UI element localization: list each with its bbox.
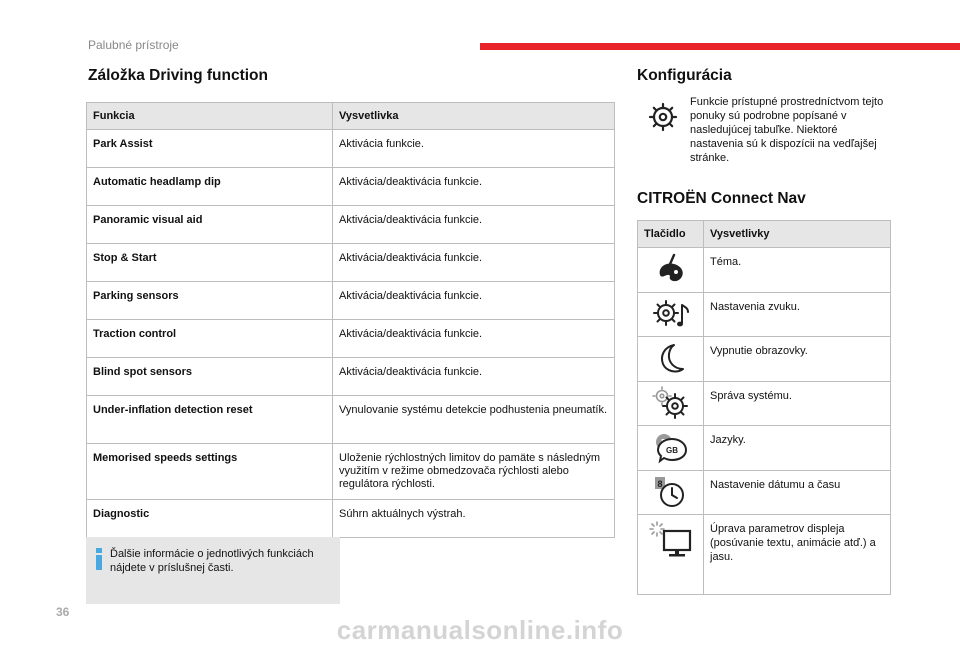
gear-music-note-icon (651, 297, 691, 331)
table-row (87, 320, 615, 358)
table-row (87, 130, 615, 168)
connect-nav-table (637, 220, 891, 595)
watermark: carmanualsonline.info (336, 615, 624, 645)
calendar-day-text: 8 (656, 479, 663, 490)
bubble-text-gb: GB (665, 445, 678, 455)
table-row (638, 470, 891, 515)
configuration-description: Funkcie prístupné prostredníctvom tejto ponuky sú podrobne popísané v nasledujúcej tabuľke. Niektoré nastavenia sú k dispozícii na vedľajšej stránke. (690, 96, 884, 164)
language-bubbles-icon (652, 431, 690, 465)
calendar-clock-icon (653, 475, 689, 509)
nav-description: Úprava parametrov displeja (posúvanie textu, animácie atď.) a jasu. (704, 515, 891, 595)
driving-function-table (86, 102, 615, 538)
icon-cell (638, 470, 704, 515)
nav-description: Nastavenie dátumu a času (704, 470, 891, 515)
function-description: Aktivácia funkcie. (333, 130, 615, 168)
table-row (87, 244, 615, 282)
function-name: Panoramic visual aid (87, 206, 333, 244)
icon-cell (638, 337, 704, 382)
column-header-function: Funkcia (87, 103, 333, 130)
nav-description: Vypnutie obrazovky. (704, 337, 891, 382)
function-description: Aktivácia/deaktivácia funkcie. (333, 244, 615, 282)
double-gear-icon (651, 385, 691, 421)
connect-nav-title: CITROËN Connect Nav (637, 190, 806, 207)
table-header-row (87, 103, 615, 130)
function-description: Vynulovanie systému detekcie podhustenia pneumatík. (333, 396, 615, 444)
function-description: Aktivácia/deaktivácia funkcie. (333, 320, 615, 358)
gear-icon (648, 102, 678, 132)
function-description: Aktivácia/deaktivácia funkcie. (333, 282, 615, 320)
table-row (87, 444, 615, 500)
icon-cell (638, 515, 704, 595)
info-note-text: Ďalšie informácie o jednotlivých funkciách nájdete v príslušnej časti. (110, 548, 314, 574)
function-description: Aktivácia/deaktivácia funkcie. (333, 206, 615, 244)
info-note-box (86, 537, 340, 604)
table-row (638, 248, 891, 293)
icon-cell (638, 381, 704, 426)
table-row (87, 396, 615, 444)
section-label: Palubné prístroje (88, 38, 179, 52)
table-row (638, 426, 891, 471)
table-row (638, 515, 891, 595)
driving-function-title: Záložka Driving function (88, 67, 268, 84)
table-row (87, 282, 615, 320)
nav-description: Téma. (704, 248, 891, 293)
header-accent-bar (480, 43, 960, 50)
table-row (87, 500, 615, 538)
function-description: Aktivácia/deaktivácia funkcie. (333, 358, 615, 396)
table-row (87, 168, 615, 206)
nav-description: Jazyky. (704, 426, 891, 471)
function-name: Automatic headlamp dip (87, 168, 333, 206)
function-description: Aktivácia/deaktivácia funkcie. (333, 168, 615, 206)
icon-cell (638, 426, 704, 471)
column-header-explanation: Vysvetlivka (333, 103, 615, 130)
icon-cell (638, 292, 704, 337)
icon-cell (638, 248, 704, 293)
table-row (638, 292, 891, 337)
function-name: Blind spot sensors (87, 358, 333, 396)
table-row (87, 358, 615, 396)
table-row (87, 206, 615, 244)
function-name: Park Assist (87, 130, 333, 168)
table-row (638, 381, 891, 426)
moon-icon (654, 342, 688, 376)
function-description: Uloženie rýchlostných limitov do pamäte s následným využitím v režime obmedzovača rýchlosti alebo regulátora rýchlosti. (333, 444, 615, 500)
function-name: Traction control (87, 320, 333, 358)
page-number: 36 (56, 605, 70, 619)
nav-description: Nastavenia zvuku. (704, 292, 891, 337)
column-header-explanations: Vysvetlivky (704, 221, 891, 248)
function-name: Stop & Start (87, 244, 333, 282)
function-name: Parking sensors (87, 282, 333, 320)
table-header-row (638, 221, 891, 248)
info-icon (94, 548, 104, 570)
nav-description: Správa systému. (704, 381, 891, 426)
configuration-title: Konfigurácia (637, 67, 732, 84)
monitor-brightness-icon (649, 521, 693, 559)
function-description: Súhrn aktuálnych výstrah. (333, 500, 615, 538)
function-name: Diagnostic (87, 500, 333, 538)
table-row (638, 337, 891, 382)
function-name: Under-inflation detection reset (87, 396, 333, 444)
column-header-button: Tlačidlo (638, 221, 704, 248)
palette-icon (654, 253, 688, 287)
function-name: Memorised speeds settings (87, 444, 333, 500)
